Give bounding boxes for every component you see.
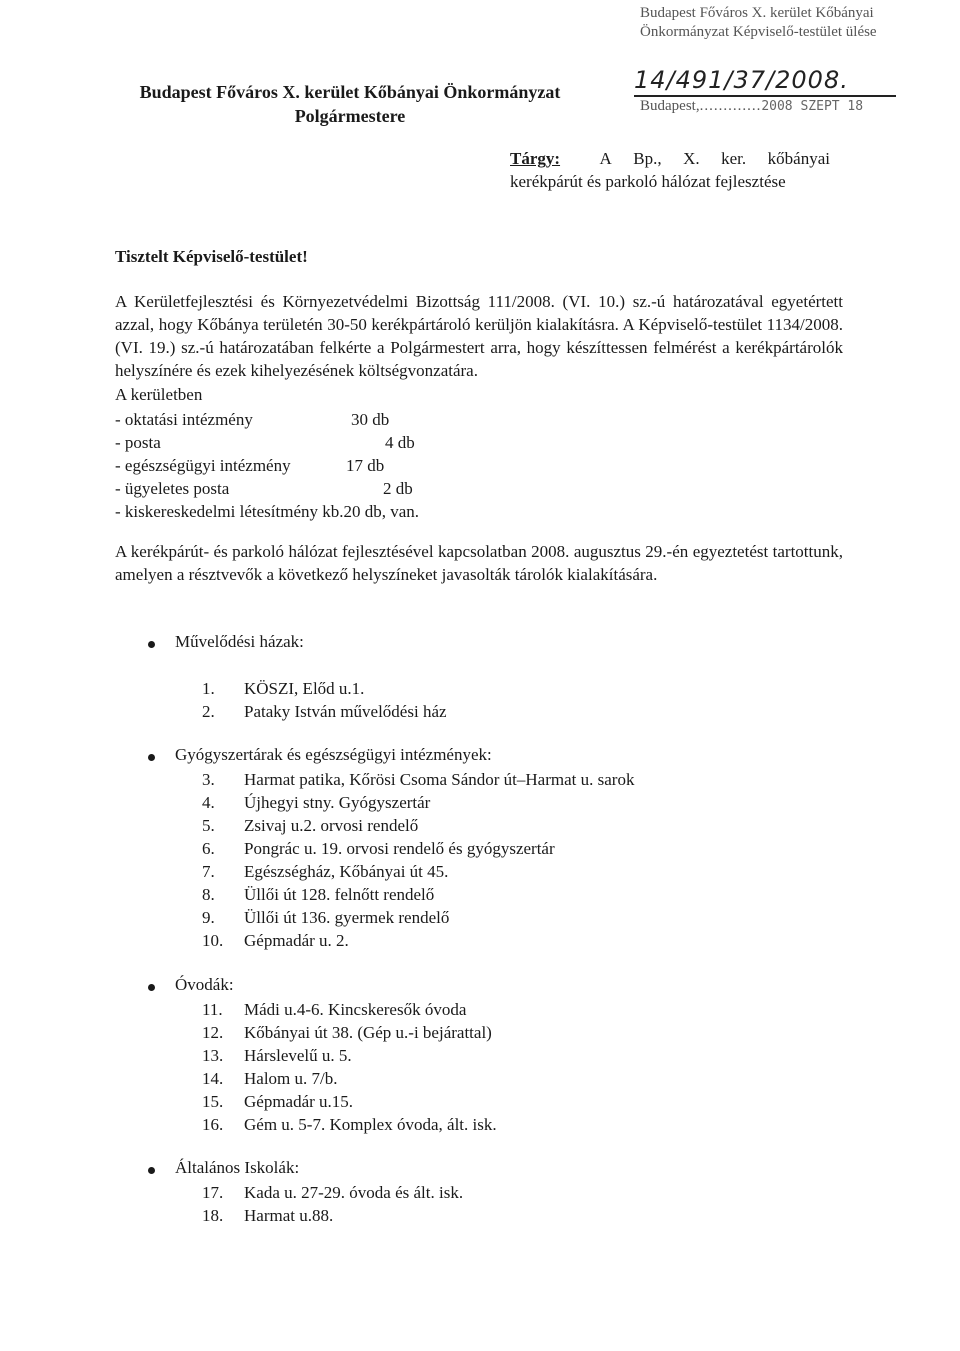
council-header-line2: Önkormányzat Képviselő-testület ülése (640, 24, 877, 40)
stat-name: - oktatási intézmény (115, 410, 253, 429)
bullet-icon (148, 1167, 155, 1174)
item-number: 4. (202, 793, 215, 812)
item-text: Üllői út 128. felnőtt rendelő (244, 885, 435, 904)
item-number: 6. (202, 839, 215, 858)
greeting: Tisztelt Képviselő-testület! (115, 247, 308, 266)
item-text: Kőbányai út 38. (Gép u.-i bejárattal) (244, 1023, 492, 1042)
section-title: Művelődési házak: (175, 632, 304, 651)
subject-label: Tárgy: (510, 149, 561, 168)
subject-block (510, 147, 830, 193)
item-number: 15. (202, 1092, 224, 1111)
item-number: 1. (202, 679, 215, 698)
stat-name: - posta (115, 433, 161, 452)
office-heading (115, 80, 585, 128)
item-number: 16. (202, 1115, 224, 1134)
item-number: 3. (202, 770, 215, 789)
item-number: 13. (202, 1046, 224, 1065)
item-text: Halom u. 7/b. (244, 1069, 338, 1088)
paragraph-meeting: A kerékpárút- és parkoló hálózat fejlesztésével kapcsolatban 2008. augusztus 29.-én egyeztetést tartottunk, amelyen a résztvevők a következő helyszíneket javasolták tárolók kialakítására. (115, 542, 843, 584)
section-title: Óvodák: (175, 975, 234, 994)
subject-word: Bp., (633, 149, 662, 168)
item-text: Gém u. 5-7. Komplex óvoda, ált. isk. (244, 1115, 497, 1134)
section-title: Gyógyszertárak és egészségügyi intézmények: (175, 745, 492, 764)
item-text: Pongrác u. 19. orvosi rendelő és gyógyszertár (244, 839, 555, 858)
item-text: Gépmadár u.15. (244, 1092, 354, 1111)
stat-value: 2 db (383, 479, 413, 498)
item-number: 9. (202, 908, 215, 927)
date-line (640, 98, 863, 115)
item-text: Harmat patika, Kőrösi Csoma Sándor út–Harmat u. sarok (244, 770, 635, 789)
item-number: 8. (202, 885, 215, 904)
council-header-line1: Budapest Főváros X. kerület Kőbányai (640, 5, 874, 21)
item-number: 12. (202, 1023, 224, 1042)
item-number: 5. (202, 816, 215, 835)
subject-line1 (510, 147, 830, 170)
stat-name: - ügyeletes posta (115, 479, 230, 498)
paragraph-intro: A Kerületfejlesztési és Környezetvédelmi Bizottság 111/2008. (VI. 10.) sz.-ú határozatával egyetértett azzal, hogy Kőbánya területén 30-50 kerékpártároló kerüljön kialakításra. A Képviselő-testület 1134/2008. (VI. 19.) sz.-ú határozatában felkérte a Polgármestert arra, hogy készíttessen felmérést a kerékpártárolók helyszínére és ezek kihelyezésének költségvonzatára. (115, 292, 843, 380)
council-header (640, 4, 940, 42)
item-text: Üllői út 136. gyermek rendelő (244, 908, 450, 927)
handwritten-registry-number: 14/491/37/2008. (634, 66, 849, 94)
city-prefix: Budapest, (640, 98, 700, 114)
stat-value: 17 db (346, 456, 385, 475)
item-text: Zsivaj u.2. orvosi rendelő (244, 816, 419, 835)
bullet-icon (148, 984, 155, 991)
stat-name: - egészségügyi intézmény (115, 456, 291, 475)
item-text: Harmat u.88. (244, 1206, 334, 1225)
office-line2: Polgármestere (294, 106, 406, 126)
section-title: Általános Iskolák: (175, 1158, 300, 1177)
subject-word: kőbányai (767, 149, 830, 168)
item-number: 14. (202, 1069, 224, 1088)
item-number: 11. (202, 1000, 223, 1019)
item-text: Mádi u.4-6. Kincskeresők óvoda (244, 1000, 467, 1019)
bullet-icon (148, 641, 155, 648)
registry-number-underline (634, 95, 896, 97)
item-text: Egészségház, Kőbányai út 45. (244, 862, 449, 881)
item-text: Újhegyi stny. Gyógyszertár (244, 793, 431, 812)
item-number: 7. (202, 862, 215, 881)
item-text: KÖSZI, Előd u.1. (244, 679, 365, 698)
subject-line2: kerékpárút és parkoló hálózat fejlesztése (510, 172, 786, 191)
item-number: 17. (202, 1183, 224, 1202)
subject-word: X. (683, 149, 700, 168)
date-dots: ............. (699, 98, 762, 114)
item-number: 10. (202, 931, 224, 950)
bullet-icon (148, 754, 155, 761)
date-stamp: 2008 SZEPT 18 (761, 99, 864, 114)
item-text: Gépmadár u. 2. (244, 931, 349, 950)
subject-word: A (599, 149, 612, 168)
stat-value: 4 db (385, 433, 415, 452)
item-text: Hárslevelű u. 5. (244, 1046, 352, 1065)
subject-word: ker. (721, 149, 747, 168)
stat-name: - kiskereskedelmi létesítmény kb.20 db, van. (115, 502, 420, 521)
stat-value: 30 db (351, 410, 390, 429)
item-text: Pataky István művelődési ház (244, 702, 447, 721)
list-intro: A kerületben (115, 385, 203, 404)
item-number: 18. (202, 1206, 224, 1225)
office-line1: Budapest Főváros X. kerület Kőbányai Önkormányzat (139, 82, 561, 102)
item-number: 2. (202, 702, 215, 721)
item-text: Kada u. 27-29. óvoda és ált. isk. (244, 1183, 464, 1202)
